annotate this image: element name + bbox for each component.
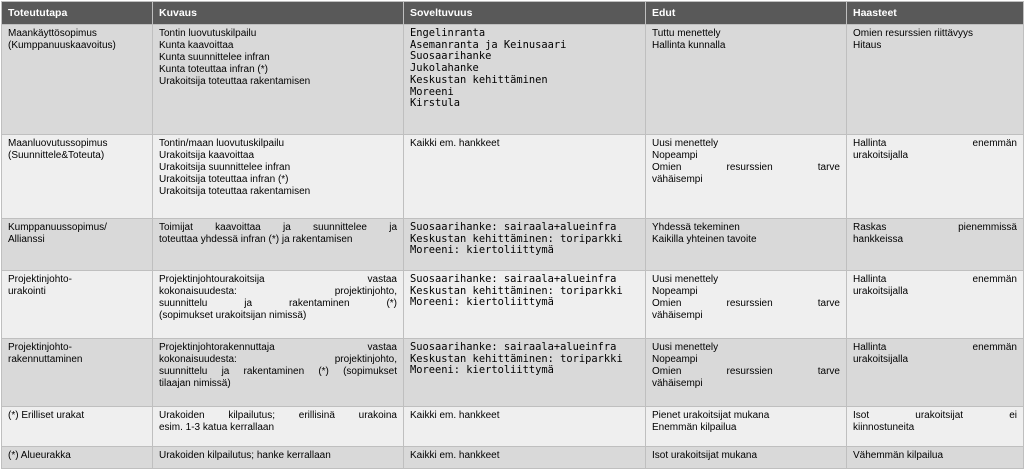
- cell-edut: [646, 219, 847, 271]
- cell-edut: [646, 339, 847, 407]
- cell-line: Maanluovutussopimus: [8, 138, 108, 149]
- cell-line: Urakoitsija suunnittelee infran: [159, 162, 291, 173]
- cell-line: Pienet urakoitsijat mukana: [652, 410, 770, 421]
- cell-edut: [646, 271, 847, 339]
- header-edut: Edut: [646, 2, 847, 25]
- cell-line: Urakoiden kilpailutus; hanke kerrallaan: [159, 450, 331, 461]
- cell-line: (*) Alueurakka: [8, 450, 71, 461]
- cell-toteututapa: [2, 25, 153, 135]
- table-row: [2, 271, 1024, 339]
- cell-line: esim. 1-3 katua kerrallaan: [159, 422, 275, 433]
- cell-soveltuvuus: [404, 219, 646, 271]
- cell-line: Hallinta enemmän: [853, 342, 1017, 353]
- header-row: [2, 2, 1024, 25]
- table-row: [2, 25, 1024, 135]
- cell-soveltuvuus: [404, 135, 646, 219]
- cell-haasteet: [847, 339, 1024, 407]
- cell-line: Omien resurssien tarve: [652, 162, 840, 173]
- cell-toteututapa: [2, 219, 153, 271]
- cell-line: (*) Erilliset urakat: [8, 410, 85, 421]
- cell-line: Moreeni: kiertoliittymä: [410, 364, 554, 377]
- cell-line: Tontin luovutuskilpailu: [159, 28, 257, 39]
- table-row: [2, 339, 1024, 407]
- cell-line: kokonaisuudesta: projektinjohto,: [159, 286, 397, 297]
- cell-line: Projektinjohto-: [8, 342, 72, 353]
- cell-kuvaus: [153, 447, 404, 469]
- cell-line: Allianssi: [8, 234, 45, 245]
- cell-line: Hallinta kunnalla: [652, 40, 726, 51]
- cell-line: Projektinjohto-: [8, 274, 72, 285]
- cell-line: suunnittelu ja rakentaminen (*) (sopimukset: [159, 366, 397, 377]
- cell-line: Moreeni: kiertoliittymä: [410, 244, 554, 257]
- cell-kuvaus: [153, 339, 404, 407]
- cell-haasteet: [847, 447, 1024, 469]
- cell-line: Nopeampi: [652, 150, 698, 161]
- cell-line: (sopimukset urakoitsijan nimissä): [159, 310, 307, 321]
- table-row: [2, 407, 1024, 447]
- cell-line: Enemmän kilpailua: [652, 422, 737, 433]
- cell-line: vähäisempi: [652, 310, 703, 321]
- cell-line: kiinnostuneita: [853, 422, 915, 433]
- comparison-table: [1, 1, 1024, 469]
- cell-edut: [646, 407, 847, 447]
- cell-line: Projektinjohtorakennuttaja vastaa: [159, 342, 397, 353]
- cell-haasteet: [847, 271, 1024, 339]
- cell-line: urakoitsijalla: [853, 354, 909, 365]
- cell-haasteet: [847, 407, 1024, 447]
- cell-line: Hallinta enemmän: [853, 274, 1017, 285]
- cell-toteututapa: [2, 271, 153, 339]
- cell-haasteet: [847, 135, 1024, 219]
- cell-soveltuvuus: [404, 447, 646, 469]
- cell-line: Kunta suunnittelee infran: [159, 52, 270, 63]
- header-soveltuvuus: Soveltuvuus: [404, 2, 646, 25]
- cell-line: Suosaarihanke: sairaala+alueinfra: [410, 273, 617, 285]
- cell-line: Urakoitsija toteuttaa rakentamisen: [159, 76, 311, 87]
- cell-toteututapa: [2, 135, 153, 219]
- cell-edut: [646, 447, 847, 469]
- cell-line: urakointi: [8, 286, 46, 297]
- cell-line: Urakoitsija toteuttaa infran (*): [159, 174, 289, 185]
- header-kuvaus: Kuvaus: [153, 2, 404, 25]
- cell-soveltuvuus: [404, 25, 646, 135]
- cell-line: Isot urakoitsijat mukana: [652, 450, 758, 461]
- cell-line: Uusi menettely: [652, 342, 719, 353]
- cell-line: Suosaarihanke: sairaala+alueinfra: [410, 221, 617, 233]
- cell-line: Jukolahanke: [410, 62, 479, 75]
- cell-line: Kaikki em. hankkeet: [410, 410, 500, 421]
- cell-line: Hallinta enemmän: [853, 138, 1017, 149]
- cell-line: Suosaarihanke: sairaala+alueinfra: [410, 341, 617, 353]
- cell-line: Kunta kaavoittaa: [159, 40, 234, 51]
- cell-line: Omien resurssien tarve: [652, 366, 840, 377]
- cell-line: Toimijat kaavoittaa ja suunnittelee ja: [159, 222, 397, 233]
- cell-line: Tontin/maan luovutuskilpailu: [159, 138, 285, 149]
- cell-line: Maankäyttösopimus: [8, 28, 97, 39]
- cell-line: Vähemmän kilpailua: [853, 450, 944, 461]
- cell-line: Hitaus: [853, 40, 882, 51]
- cell-haasteet: [847, 25, 1024, 135]
- header-haasteet: Haasteet: [847, 2, 1024, 25]
- cell-line: Keskustan kehittäminen: toriparkki: [410, 232, 623, 245]
- cell-line: Moreeni: [410, 85, 454, 98]
- cell-line: Yhdessä tekeminen: [652, 222, 740, 233]
- cell-line: rakennuttaminen: [8, 354, 83, 365]
- cell-line: toteuttaa yhdessä infran (*) ja rakentamisen: [159, 234, 353, 245]
- table-row: [2, 219, 1024, 271]
- cell-soveltuvuus: [404, 271, 646, 339]
- cell-line: urakoitsijalla: [853, 286, 909, 297]
- cell-line: Kumppanuussopimus/: [8, 222, 107, 233]
- cell-line: Engelinranta: [410, 27, 486, 39]
- cell-kuvaus: [153, 407, 404, 447]
- cell-soveltuvuus: [404, 339, 646, 407]
- table-row: [2, 447, 1024, 469]
- cell-line: Suosaarihanke: [410, 50, 492, 63]
- cell-kuvaus: [153, 219, 404, 271]
- cell-line: Moreeni: kiertoliittymä: [410, 296, 554, 309]
- cell-line: Asemanranta ja Keinusaari: [410, 38, 567, 51]
- cell-line: Kunta toteuttaa infran (*): [159, 64, 268, 75]
- cell-line: Omien resurssien tarve: [652, 298, 840, 309]
- cell-line: hankkeissa: [853, 234, 904, 245]
- cell-line: Keskustan kehittäminen: toriparkki: [410, 352, 623, 365]
- table-row: [2, 135, 1024, 219]
- cell-edut: [646, 25, 847, 135]
- cell-line: (Suunnittele&Toteuta): [8, 150, 105, 161]
- cell-line: Kaikki em. hankkeet: [410, 138, 500, 149]
- cell-line: tilaajan nimissä): [159, 378, 231, 389]
- cell-line: Projektinjohtourakoitsija vastaa: [159, 274, 397, 285]
- cell-line: Urakoitsija kaavoittaa: [159, 150, 255, 161]
- cell-line: Keskustan kehittäminen: toriparkki: [410, 284, 623, 297]
- cell-soveltuvuus: [404, 407, 646, 447]
- cell-line: Omien resurssien riittävyys: [853, 28, 974, 39]
- cell-edut: [646, 135, 847, 219]
- cell-line: vähäisempi: [652, 174, 703, 185]
- cell-line: Tuttu menettely: [652, 28, 721, 39]
- cell-line: Kirstula: [410, 97, 461, 110]
- cell-line: Raskas pienemmissä: [853, 222, 1017, 233]
- cell-line: Nopeampi: [652, 286, 698, 297]
- cell-line: Keskustan kehittäminen: [410, 73, 548, 86]
- cell-line: Uusi menettely: [652, 274, 719, 285]
- cell-line: Kaikki em. hankkeet: [410, 450, 500, 461]
- cell-line: (Kumppanuuskaavoitus): [8, 40, 116, 51]
- cell-haasteet: [847, 219, 1024, 271]
- cell-kuvaus: [153, 25, 404, 135]
- cell-line: kokonaisuudesta: projektinjohto,: [159, 354, 397, 365]
- cell-line: urakoitsijalla: [853, 150, 909, 161]
- cell-kuvaus: [153, 135, 404, 219]
- cell-line: Urakoiden kilpailutus; erillisinä urakoina: [159, 410, 397, 421]
- cell-line: Urakoitsija toteuttaa rakentamisen: [159, 186, 311, 197]
- header-toteututapa: Toteututapa: [2, 2, 153, 25]
- cell-toteututapa: [2, 339, 153, 407]
- cell-toteututapa: [2, 447, 153, 469]
- cell-line: vähäisempi: [652, 378, 703, 389]
- cell-line: suunnittelu ja rakentaminen (*): [159, 298, 397, 309]
- cell-kuvaus: [153, 271, 404, 339]
- cell-line: Nopeampi: [652, 354, 698, 365]
- cell-line: Isot urakoitsijat ei: [853, 410, 1017, 421]
- cell-line: Kaikilla yhteinen tavoite: [652, 234, 757, 245]
- cell-line: Uusi menettely: [652, 138, 719, 149]
- cell-toteututapa: [2, 407, 153, 447]
